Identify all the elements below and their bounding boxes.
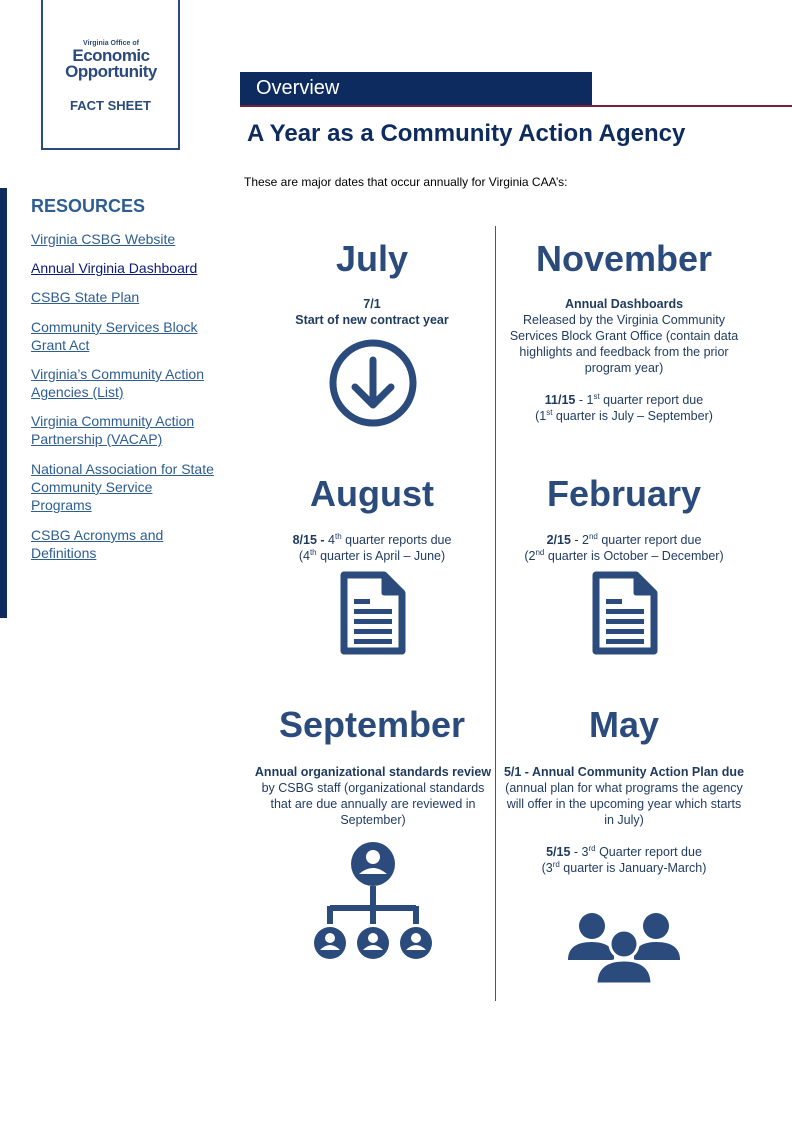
column-divider [495, 226, 496, 1001]
voeo-logo [58, 40, 164, 80]
may-text3b: quarter is January-March) [559, 861, 707, 875]
february-date: 2/15 [546, 533, 571, 547]
november-description [498, 296, 750, 424]
july-date: 7/1 [363, 297, 381, 311]
page-title: A Year as a Community Action Agency [247, 120, 686, 147]
february-sup2: nd [535, 547, 545, 557]
november-sup3: st [546, 407, 553, 417]
may-text3a: (3 [541, 861, 553, 875]
september-description [254, 764, 492, 828]
month-september: September [278, 704, 466, 745]
august-date: 8/15 - [292, 533, 325, 547]
november-text2a: - 1 [575, 393, 594, 407]
may-text2a: - 3 [570, 845, 589, 859]
resources-heading: RESOURCES [31, 196, 146, 216]
november-text2b: quarter report due [599, 393, 704, 407]
link-acronyms[interactable]: CSBG Acronyms and Definitions [31, 527, 164, 561]
november-date2: 11/15 [544, 393, 576, 407]
fact-sheet-label: FACT SHEET [70, 98, 151, 113]
link-csbg-state-plan[interactable]: CSBG State Plan [31, 289, 140, 305]
july-description [246, 296, 498, 328]
august-text1b: quarter reports due [341, 533, 452, 547]
logo-line2: Opportunity [65, 62, 157, 81]
august-sup2: th [309, 547, 317, 557]
intro-text: These are major dates that occur annually for Virginia CAA’s: [244, 175, 568, 189]
overview-banner [240, 72, 592, 105]
link-csbg-website[interactable]: Virginia CSBG Website [31, 231, 176, 247]
august-text2a: (4 [298, 549, 310, 563]
may-sup3: rd [552, 859, 560, 869]
february-text2a: (2 [524, 549, 536, 563]
may-bold: 5/1 - Annual Community Action Plan due [503, 765, 745, 779]
month-may: May [588, 704, 660, 745]
month-november: November [535, 238, 713, 279]
november-text: Released by the Virginia Community Services Block Grant Office (contain data highlights and feedback from the prior program year) [509, 313, 739, 375]
month-august: August [310, 473, 434, 514]
logo-line1: Economic [72, 46, 150, 65]
november-heading: Annual Dashboards [564, 297, 684, 311]
august-sup1: th [334, 531, 342, 541]
link-nascsp[interactable]: National Association for State Community Service Programs [31, 461, 214, 513]
may-sup2: rd [588, 843, 596, 853]
september-bold: Annual organizational standards review [254, 765, 492, 779]
month-february: February [546, 473, 702, 514]
may-text: (annual plan for what programs the agency will offer in the upcoming year which starts in July) [505, 781, 743, 827]
november-text3a: (1 [535, 409, 547, 423]
may-date2: 5/15 [546, 845, 571, 859]
august-text1a: 4 [324, 533, 335, 547]
february-text1a: - 2 [570, 533, 589, 547]
logo-small-text: Virginia Office of [83, 40, 139, 47]
august-description [246, 532, 498, 564]
org-chart-icon [312, 840, 434, 962]
november-sup2: st [593, 391, 600, 401]
arrow-down-circle-icon [328, 338, 418, 428]
february-text2b: quarter is October – December) [544, 549, 724, 563]
link-csbg-act[interactable]: Community Services Block Grant Act [31, 319, 198, 353]
link-vacap[interactable]: Virginia Community Action Partnership (VACAP) [31, 413, 195, 447]
november-text3b: quarter is July – September) [552, 409, 713, 423]
logo-box [41, 0, 180, 150]
february-description [498, 532, 750, 564]
document-icon [340, 571, 406, 655]
group-icon [566, 912, 682, 984]
august-text2b: quarter is April – June) [316, 549, 446, 563]
february-sup1: nd [588, 531, 598, 541]
link-annual-dashboard[interactable]: Annual Virginia Dashboard [31, 260, 198, 276]
may-description [502, 764, 746, 876]
overview-underline [240, 105, 792, 107]
february-text1b: quarter report due [597, 533, 702, 547]
sidebar-accent-bar [0, 188, 7, 618]
document-icon [592, 571, 658, 655]
september-text: by CSBG staff (organizational standards that are due annually are reviewed in September) [261, 781, 485, 827]
link-caa-list[interactable]: Virginia’s Community Action Agencies (List) [31, 366, 205, 400]
month-july: July [335, 238, 409, 279]
july-text: Start of new contract year [295, 313, 449, 327]
overview-label: Overview [256, 77, 340, 99]
may-text2b: Quarter report due [595, 845, 702, 859]
